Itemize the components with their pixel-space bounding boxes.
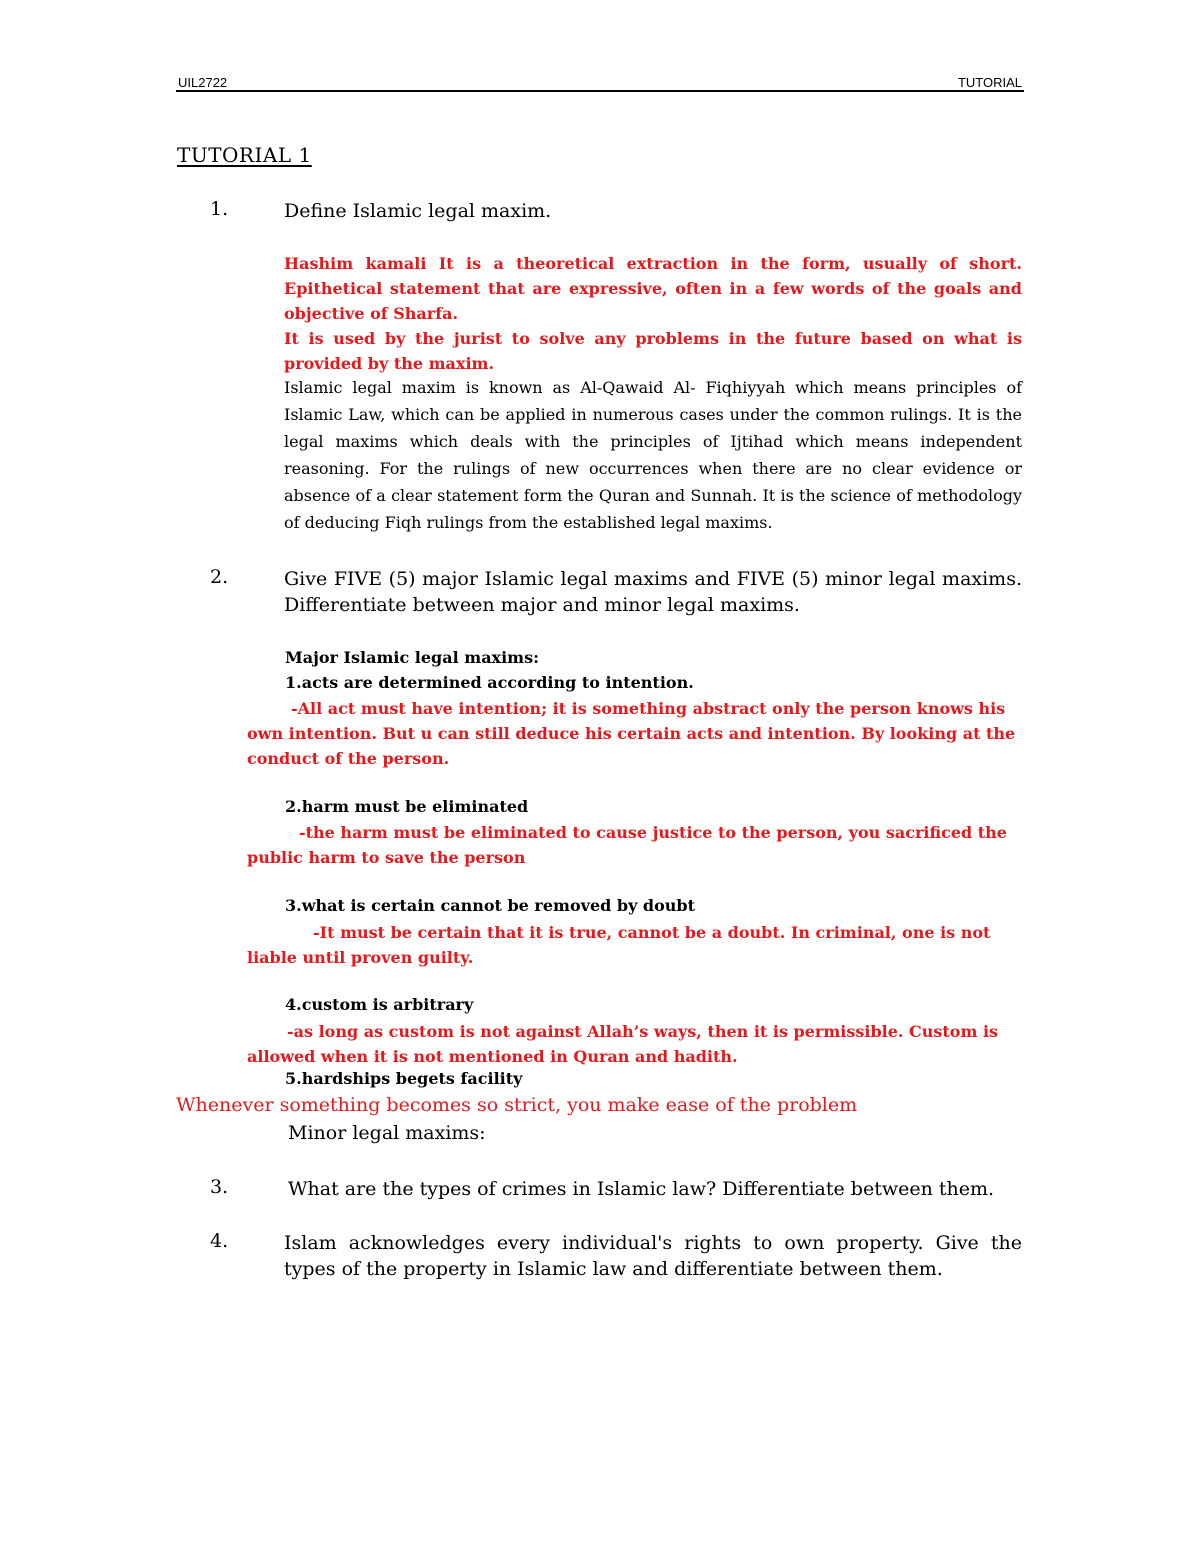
- major-maxim-2-note: -the harm must be eliminated to cause justice to the person, you sacrificed the public harm to save the person: [247, 823, 1007, 867]
- major-maxim-2: 2.harm must be eliminated: [285, 797, 529, 816]
- question-1-text: Define Islamic legal maxim.: [284, 200, 552, 222]
- q1-answer-red-2: It is used by the jurist to solve any problems in the future based on what is provided by the maxim.: [284, 329, 1022, 373]
- question-2-number: 2.: [210, 566, 229, 588]
- q1-answer-black: Islamic legal maxim is known as Al-Qawaid Al- Fiqhiyyah which means principles of Islamic Law, which can be applied in numerous cases under the common rulings. It is the legal maxims which deals with the principles of Ijtihad which means independent reasoning. For the rulings of new occurrences when there are no clear evidence or absence of a clear statement form the Quran and Sunnah. It is the science of methodology of deducing Fiqh rulings from the established legal maxims.: [284, 378, 1022, 532]
- header-label: TUTORIAL: [957, 75, 1022, 90]
- major-maxim-4-note: -as long as custom is not against Allah’s ways, then it is permissible. Custom is allowed when it is not mentioned in Quran and hadith.: [247, 1022, 999, 1066]
- question-2-text: Give FIVE (5) major Islamic legal maxims and FIVE (5) minor legal maxims. Differentiate between major and minor legal maxims.: [284, 568, 1022, 616]
- question-3-number: 3.: [210, 1176, 229, 1198]
- major-maxim-4: 4.custom is arbitrary: [285, 995, 474, 1014]
- major-maxim-5: 5.hardships begets facility: [285, 1069, 523, 1088]
- page-title: TUTORIAL 1: [177, 143, 312, 167]
- header-divider: [176, 90, 1024, 92]
- question-1-number: 1.: [210, 198, 229, 220]
- question-4-number: 4.: [210, 1230, 229, 1252]
- course-code: UIL2722: [178, 75, 228, 90]
- q1-answer-red-1: Hashim kamali It is a theoretical extraction in the form, usually of short. Epithetical statement that are expressive, often in a few words of the goals and objective of Sharfa.: [284, 254, 1022, 323]
- major-maxims-heading: Major Islamic legal maxims:: [285, 648, 540, 667]
- major-maxim-1: 1.acts are determined according to intention.: [285, 673, 694, 692]
- minor-maxims-heading: Minor legal maxims:: [288, 1122, 486, 1144]
- major-maxim-3-note: -It must be certain that it is true, cannot be a doubt. In criminal, one is not liable until proven guilty.: [247, 923, 991, 967]
- question-4-text: Islam acknowledges every individual's rights to own property. Give the types of the property in Islamic law and differentiate between them.: [284, 1232, 1022, 1280]
- major-maxim-5-note: Whenever something becomes so strict, you make ease of the problem: [176, 1094, 858, 1116]
- major-maxim-1-note: -All act must have intention; it is something abstract only the person knows his own intention. But u can still deduce his certain acts and intention. By looking at the conduct of the person.: [247, 699, 1016, 768]
- major-maxim-3: 3.what is certain cannot be removed by doubt: [285, 896, 695, 915]
- question-3-text: What are the types of crimes in Islamic law? Differentiate between them.: [288, 1178, 995, 1200]
